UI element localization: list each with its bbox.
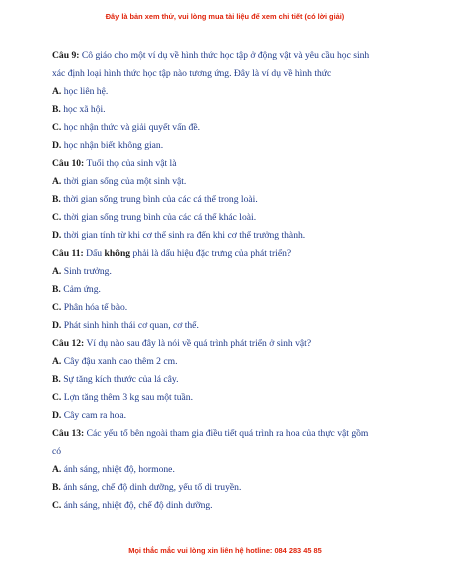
q10-option-a: A. thời gian sống của một sinh vật. (52, 176, 187, 187)
q12-option-c: C. Lợn tăng thêm 3 kg sau một tuần. (52, 392, 193, 403)
preview-notice: Đây là bản xem thử, vui lòng mua tài liệu để xem chi tiết (có lời giải) (105, 12, 345, 21)
question-13-text-cont: có (52, 446, 62, 457)
question-12-stem: Câu 12: Ví dụ nào sau đây là nói về quá trình phát triển ở sinh vật? (52, 338, 312, 349)
q11-option-a: A. Sinh trưởng. (52, 266, 112, 277)
q9-option-c: C. học nhận thức và giải quyết vấn đề. (52, 122, 201, 133)
q13-option-a: A. ánh sáng, nhiệt độ, hormone. (52, 464, 175, 475)
q9-option-d: D. học nhận biết không gian. (52, 140, 164, 151)
q11-option-b: B. Cảm ứng. (52, 284, 101, 295)
question-9-text: Cô giáo cho một ví dụ về hình thức học tập ở động vật và yêu cầu học sinh (79, 50, 370, 61)
q12-option-a: A. Cây đậu xanh cao thêm 2 cm. (52, 356, 178, 367)
question-9-label: Câu 9: (52, 50, 80, 61)
question-10-label: Câu 10: (52, 158, 85, 169)
hotline-footer: Mọi thắc mắc vui lòng xin liên hệ hotline: 084 283 45 85 (128, 546, 322, 555)
q11-option-c: C. Phân hóa tế bào. (52, 302, 128, 313)
question-11-stem: Câu 11: Dấu không phải là dấu hiệu đặc trưng của phát triển? (52, 248, 292, 259)
q11-option-d: D. Phát sinh hình thái cơ quan, cơ thể. (52, 320, 199, 331)
question-9-stem (52, 50, 369, 62)
emphasis-not: không (104, 248, 131, 259)
q13-option-b: B. ánh sáng, chế độ dinh dưỡng, yếu tố di truyền. (52, 482, 242, 493)
q12-option-b: B. Sự tăng kích thước của lá cây. (52, 374, 179, 385)
question-9-text-cont: xác định loại hình thức học tập nào tương ứng. Đây là ví dụ về hình thức (52, 68, 332, 79)
q9-option-a: A. học liên hệ. (52, 86, 109, 97)
q10-option-c: C. thời gian sống trung bình của các cá thể khác loài. (52, 212, 257, 223)
question-10-stem: Câu 10: Tuổi thọ của sinh vật là (52, 158, 177, 169)
q12-option-d: D. Cây cam ra hoa. (52, 410, 127, 421)
question-13-label: Câu 13: (52, 428, 85, 439)
q10-option-b: B. thời gian sống trung bình của các cá thể trong loài. (52, 194, 258, 205)
question-12-label: Câu 12: (52, 338, 85, 349)
question-11-label: Câu 11: (52, 248, 84, 259)
q9-option-b: B. học xã hội. (52, 104, 106, 115)
q13-option-c: C. ánh sáng, nhiệt độ, chế độ dinh dưỡng. (52, 500, 213, 511)
question-13-stem: Câu 13: Các yếu tố bên ngoài tham gia điều tiết quá trình ra hoa của thực vật gồm (52, 428, 369, 439)
q10-option-d: D. thời gian tính từ khi cơ thể sinh ra đến khi cơ thể trưởng thành. (52, 230, 306, 241)
